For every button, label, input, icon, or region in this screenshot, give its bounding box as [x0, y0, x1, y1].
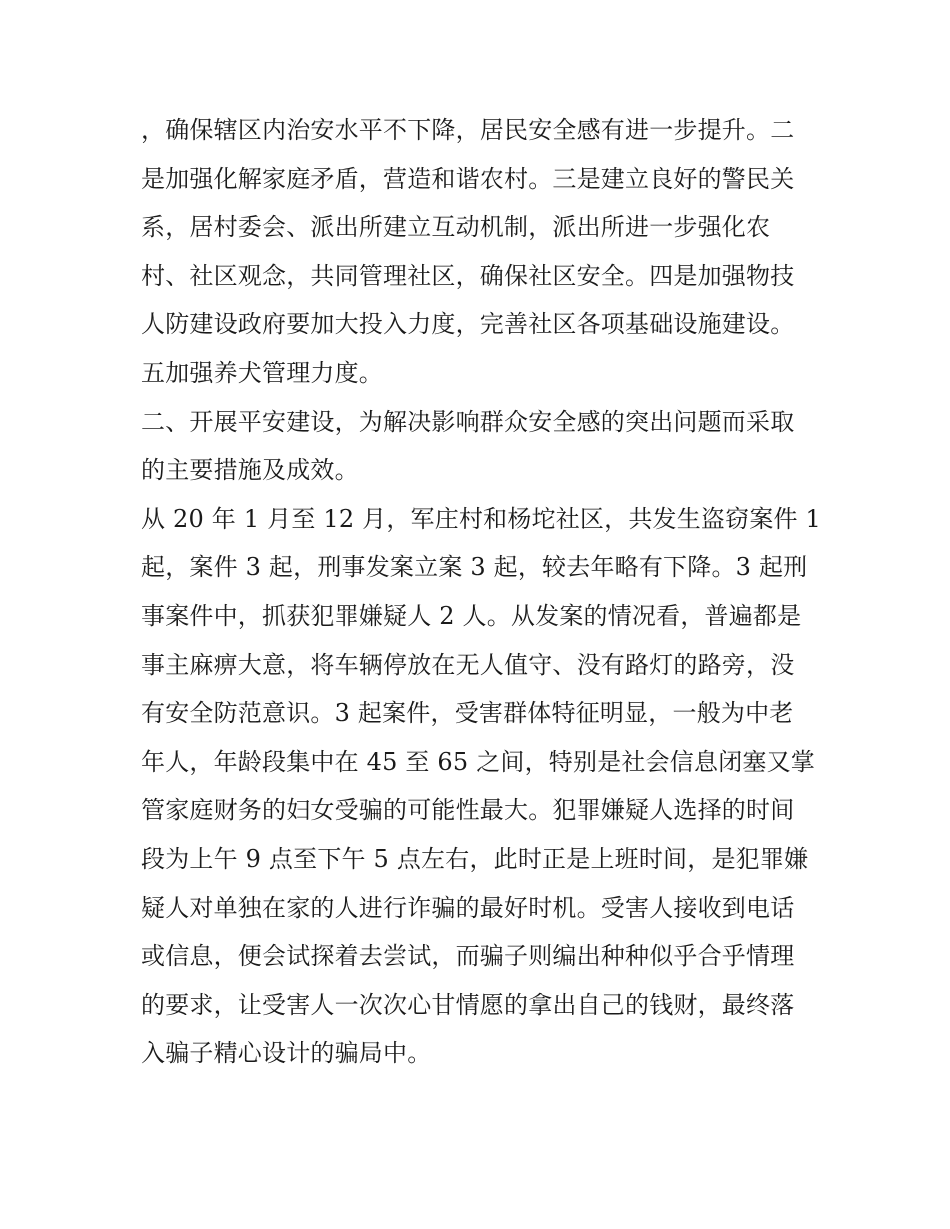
text-line: 事主麻痹大意，将车辆停放在无人值守、没有路灯的路旁，没	[141, 650, 795, 679]
section-heading-line: 二、开展平安建设，为解决影响群众安全感的突出问题而采取	[141, 407, 795, 436]
text-line: 起，案件 3 起，刑事发案立案 3 起，较去年略有下降。3 起刑	[141, 553, 808, 582]
text-line: 入骗子精心设计的骗局中。	[141, 1039, 432, 1068]
text-line: 五加强养犬管理力度。	[141, 358, 383, 387]
text-line: 村、社区观念，共同管理社区，确保社区安全。四是加强物技	[141, 261, 795, 290]
text-line: 的要求，让受害人一次次心甘情愿的拿出自己的钱财，最终落	[141, 990, 795, 1019]
text-line: 是加强化解家庭矛盾，营造和谐农村。三是建立良好的警民关	[141, 164, 795, 193]
text-line: 疑人对单独在家的人进行诈骗的最好时机。受害人接收到电话	[141, 893, 795, 922]
section-heading-line: 的主要措施及成效。	[141, 456, 359, 485]
text-line: 从 20 年 1 月至 12 月，军庄村和杨坨社区，共发生盗窃案件 1	[141, 504, 822, 533]
text-line: 年人，年龄段集中在 45 至 65 之间，特别是社会信息闭塞又掌	[141, 747, 815, 776]
text-line: 系，居村委会、派出所建立互动机制，派出所进一步强化农	[141, 213, 771, 242]
text-line: 段为上午 9 点至下午 5 点左右，此时正是上班时间，是犯罪嫌	[141, 844, 809, 873]
text-line: 人防建设政府要加大投入力度，完善社区各项基础设施建设。	[141, 310, 795, 339]
text-line: ，确保辖区内治安水平不下降，居民安全感有进一步提升。二	[141, 116, 795, 144]
text-line: 管家庭财务的妇女受骗的可能性最大。犯罪嫌疑人选择的时间	[141, 796, 795, 825]
body-text	[141, 106, 821, 1078]
text-line: 事案件中，抓获犯罪嫌疑人 2 人。从发案的情况看，普遍都是	[141, 601, 802, 630]
text-line: 有安全防范意识。3 起案件，受害群体特征明显，一般为中老	[141, 699, 794, 728]
text-line: 或信息，便会试探着去尝试，而骗子则编出种种似乎合乎情理	[141, 942, 795, 971]
